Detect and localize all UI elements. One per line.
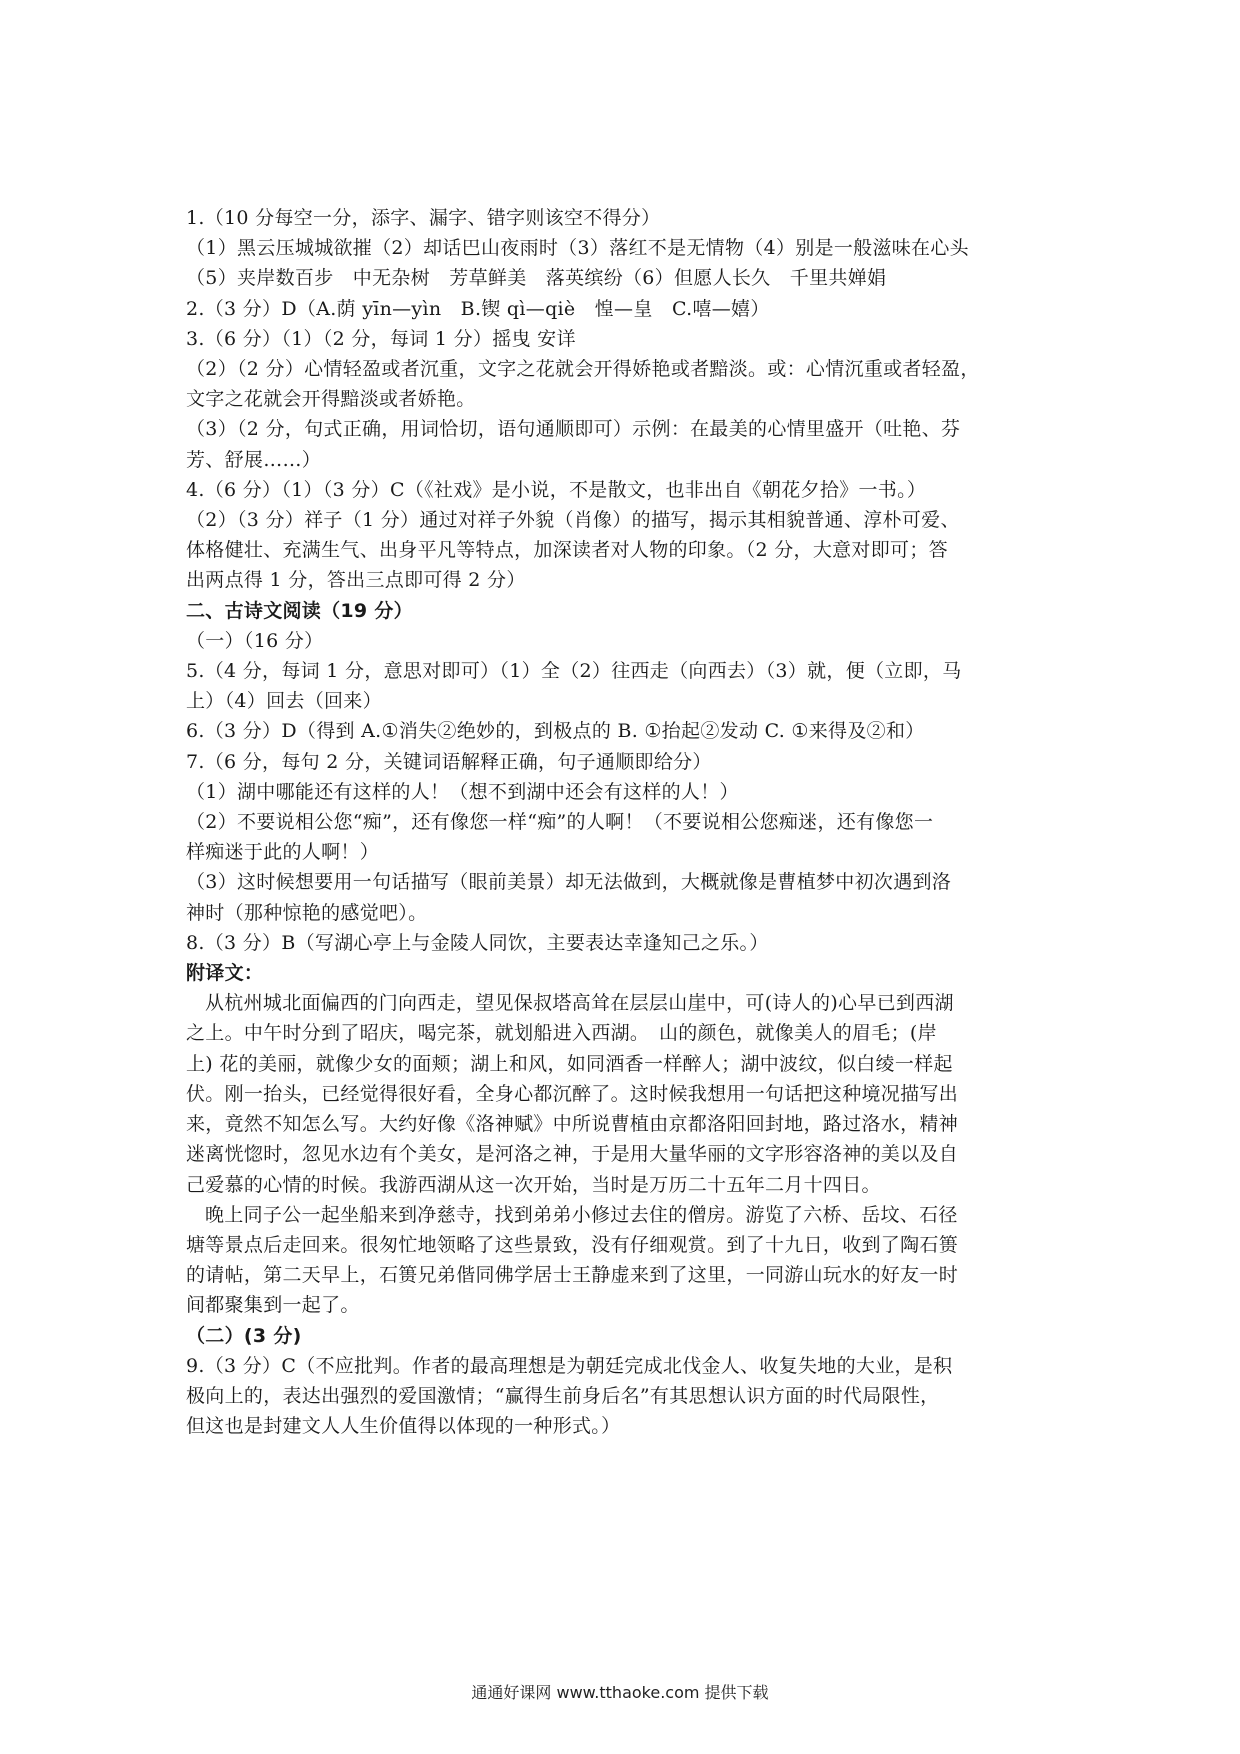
q3-part2-line2: 文字之花就会开得黯淡或者娇艳。 — [186, 388, 476, 411]
q7-part3-line2: 神时（那种惊艳的感觉吧）。 — [186, 901, 428, 924]
q4-part2-line1: （2）（3 分）祥子（1 分）通过对祥子外貌（肖像）的描写，揭示其相貌普通、淳朴可爱、 — [186, 509, 960, 532]
q4-part2-line3: 出两点得 1 分，答出三点即可得 2 分） — [186, 569, 526, 592]
translation-p1-line3: 上) 花的美丽，就像少女的面颊；湖上和风，如同酒香一样醉人；湖中波纹，似白绫一样起 — [186, 1052, 953, 1075]
translation-p1-line6: 迷离恍惚时，忽见水边有个美女，是河洛之神，于是用大量华丽的文字形容洛神的美以及自 — [186, 1143, 959, 1166]
translation-p1-line1: 从杭州城北面偏西的门向西走，望见保叔塔高耸在层层山崖中，可(诗人的)心早已到西湖 — [205, 992, 954, 1015]
q7-part2-line1: （2）不要说相公您“痴”，还有像您一样“痴”的人啊！（不要说相公您痴迷，还有像您一 — [186, 811, 934, 834]
page-footer: 通通好课网 www.tthaoke.com 提供下载 — [471, 1683, 769, 1702]
translation-p1-line4: 伏。刚一抬头，已经觉得很好看，全身心都沉醉了。这时候我想用一句话把这种境况描写出 — [186, 1082, 959, 1105]
q8-answer: 8.（3 分）B（写湖心亭上与金陵人同饮，主要表达幸逢知己之乐。） — [186, 931, 769, 954]
translation-p2-line2: 塘等景点后走回来。很匆忙地领略了这些景致，没有仔细观赏。到了十九日，收到了陶石篑 — [186, 1233, 959, 1256]
q1-header: 1.（10 分每空一分，添字、漏字、错字则该空不得分） — [186, 207, 661, 229]
answer-key-body — [186, 203, 1066, 1441]
q5-answer-line2: 上）（4）回去（回来） — [186, 690, 382, 713]
translation-p1-line5: 来，竟然不知怎么写。大约好像《洛神赋》中所说曹植由京都洛阳回封地，路过洛水，精神 — [186, 1113, 959, 1136]
translation-p2-line4: 间都聚集到一起了。 — [186, 1294, 360, 1317]
q1-answers-line2: （5）夹岸数百步 中无杂树 芳草鲜美 落英缤纷（6）但愿人长久 千里共婵娟 — [186, 267, 887, 290]
subsection-two-heading: （二）(3 分) — [186, 1324, 302, 1347]
q7-part2-line2: 样痴迷于此的人啊！） — [186, 841, 380, 864]
translation-p1-line7: 己爱慕的心情的时候。我游西湖从这一次开始，当时是万历二十五年二月十四日。 — [186, 1173, 881, 1196]
translation-p2-line1: 晚上同子公一起坐船来到净慈寺，找到弟弟小修过去住的僧房。游览了六桥、岳坟、石径 — [205, 1203, 958, 1226]
q3-part3-line1: （3）（2 分，句式正确，用词恰切，语句通顺即可）示例：在最美的心情里盛开（吐艳、芬 — [186, 418, 961, 441]
q3-part2-line1: （2）（2 分）心情轻盈或者沉重，文字之花就会开得娇艳或者黯淡。或：心情沉重或者轻盈， — [186, 358, 980, 381]
q7-header: 7.（6 分，每句 2 分，关键词语解释正确，句子通顺即给分） — [186, 750, 712, 773]
q6-answer: 6.（3 分）D（得到 A.①消失②绝妙的，到极点的 B. ①抬起②发动 C. ①来得及②和） — [186, 720, 925, 743]
q5-answer-line1: 5.（4 分，每词 1 分，意思对即可）（1）全（2）往西走（向西去）（3）就，便（立即，马 — [186, 660, 962, 683]
translation-p1-line2: 之上。中午时分到了昭庆，喝完茶，就划船进入西湖。 山的颜色，就像美人的眉毛；(岸 — [186, 1022, 937, 1045]
translation-heading: 附译文： — [186, 962, 264, 985]
q3-answer: 3.（6 分）（1）（2 分，每词 1 分）摇曳 安详 — [186, 327, 576, 350]
q4-answer: 4.（6 分）（1）（3 分）C（《社戏》是小说，不是散文，也非出自《朝花夕拾》一书。） — [186, 478, 927, 501]
q3-part3-line2: 芳、舒展……） — [186, 448, 322, 471]
q1-answers-line1: （1）黑云压城城欲摧（2）却话巴山夜雨时（3）落红不是无情物（4）别是一般滋味在心头 — [186, 237, 969, 260]
section-heading-classical: 二、古诗文阅读（19 分） — [186, 599, 413, 622]
subsection-one-heading: （一）（16 分） — [186, 629, 324, 652]
q9-answer-line1: 9.（3 分）C（不应批判。作者的最高理想是为朝廷完成北伐金人、收复失地的大业，是积 — [186, 1354, 953, 1377]
translation-p2-line3: 的请帖，第二天早上，石篑兄弟偕同佛学居士王静虚来到了这里，一同游山玩水的好友一时 — [186, 1264, 959, 1287]
q7-part3-line1: （3）这时候想要用一句话描写（眼前美景）却无法做到，大概就像是曹植梦中初次遇到洛 — [186, 871, 952, 894]
q9-answer-line2: 极向上的，表达出强烈的爱国激情；“赢得生前身后名”有其思想认识方面的时代局限性， — [186, 1384, 940, 1407]
q7-part1: （1）湖中哪能还有这样的人！（想不到湖中还会有这样的人！） — [186, 780, 739, 803]
q9-answer-line3: 但这也是封建文人人生价值得以体现的一种形式。） — [186, 1415, 621, 1438]
q2-answer: 2.（3 分）D（A.荫 yīn—yìn B.锲 qì—qiè 惶—皇 C.嘻—嬉） — [186, 297, 770, 320]
q4-part2-line2: 体格健壮、充满生气、出身平凡等特点，加深读者对人物的印象。（2 分，大意对即可；答 — [186, 539, 948, 562]
